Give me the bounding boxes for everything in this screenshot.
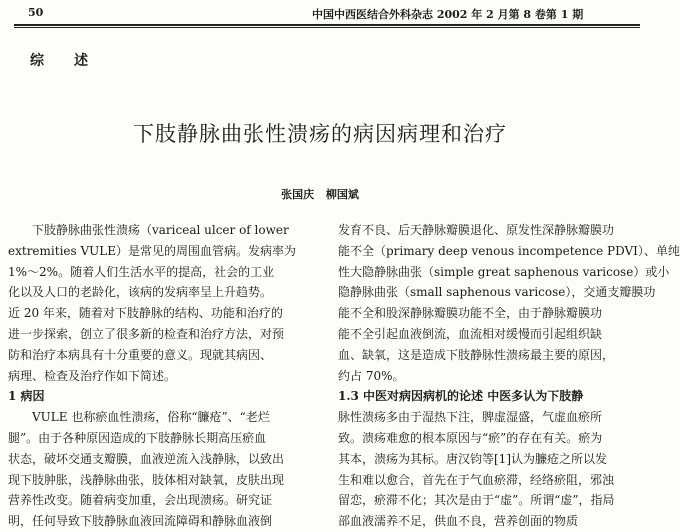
page-number: 50 <box>28 6 44 19</box>
text-line: 部血液濡养不足，供血不良，营养创面的物质 <box>338 514 579 529</box>
text-line: 致。溃疡难愈的根本原因与“瘀”的存在有关。瘀为 <box>338 430 603 445</box>
journal-citation: 中国中西医结合外科杂志 2002 年 2 月第 8 卷第 1 期 <box>312 8 584 21</box>
text-line: 能不全（primary deep venous incompetence PDVI）、单纯 <box>338 243 680 258</box>
text-line: 1 病因 <box>8 389 45 404</box>
text-line: 其本，溃疡为其标。唐汉钧等[1]认为臁疮之所以发 <box>338 451 607 466</box>
left-column <box>8 220 308 532</box>
header-rule-thin <box>14 27 640 28</box>
section-tag: 综述 <box>30 53 118 69</box>
running-header <box>0 6 640 24</box>
text-line: 现下肢肿胀，浅静脉曲张，肢体相对缺氧，皮肤出现 <box>8 472 285 487</box>
text-line: 能不全和股深静脉瓣膜功能不全，由于静脉瓣膜功 <box>338 306 603 321</box>
text-line: 1%～2%。随着人们生活水平的提高，社会的工业 <box>8 264 275 279</box>
text-line: 化以及人口的老龄化，该病的发病率呈上升趋势。 <box>8 285 273 300</box>
text-line: 状态，破坏交通支瓣膜，血液逆流入浅静脉，以致出 <box>8 451 285 466</box>
header-rule <box>14 24 640 26</box>
text-line: 发育不良、后天静脉瓣膜退化、原发性深静脉瓣膜功 <box>338 223 615 237</box>
text-line: 病理、检查及治疗作如下简述。 <box>8 368 177 383</box>
text-line: 进一步探索，创立了很多新的检查和治疗方法，对预 <box>8 326 285 341</box>
text-line: 隐静脉曲张（small saphenous varicose），交通支瓣膜功 <box>338 285 656 300</box>
text-line: 约占 70%。 <box>338 368 405 383</box>
text-line: 营养性改变。随着病变加重，会出现溃疡。研究证 <box>8 493 273 508</box>
text-line: 性大隐静脉曲张（simple great saphenous varicose）或小 <box>338 264 670 279</box>
text-line: 明，任何导致下肢静脉血液回流障碍和静脉血液倒 <box>8 514 273 529</box>
text-line: 血、缺氧，这是造成下肢静脉性溃疡最主要的原因， <box>338 347 615 362</box>
text-line: extremities VULE）是常见的周围血管病。发病率为 <box>8 243 296 258</box>
text-line: 留恋，瘀滞不化；其次是由于“虚”。所谓“虚”，指局 <box>338 493 615 508</box>
text-line: 脉性溃疡多由于湿热下注，脾虚湿盛，气虚血瘀所 <box>338 410 603 425</box>
text-line: 下肢静脉曲张性溃疡（variceal ulcer of lower <box>32 223 289 237</box>
right-column <box>338 220 680 532</box>
article-title: 下肢静脉曲张性溃疡的病因病理和治疗 <box>133 122 507 146</box>
authors: 张国庆 柳国斌 <box>281 188 359 201</box>
text-line: 防和治疗本病具有十分重要的意义。现就其病因、 <box>8 347 273 362</box>
text-line: VULE 也称瘀血性溃疡，俗称“臁疮”、“老烂 <box>32 410 270 425</box>
text-line: 生和难以愈合，首先在于气血瘀滞，经络瘀阻，邪浊 <box>338 472 615 487</box>
text-line: 腿”。由于各种原因造成的下肢静脉长期高压瘀血 <box>8 430 267 445</box>
text-line: 能不全引起血液倒流，血流相对缓慢而引起组织缺 <box>338 326 603 341</box>
text-line: 近 20 年来，随着对下肢静脉的结构、功能和治疗的 <box>8 306 283 321</box>
text-line: 1.3 中医对病因病机的论述 中医多认为下肢静 <box>338 389 584 404</box>
